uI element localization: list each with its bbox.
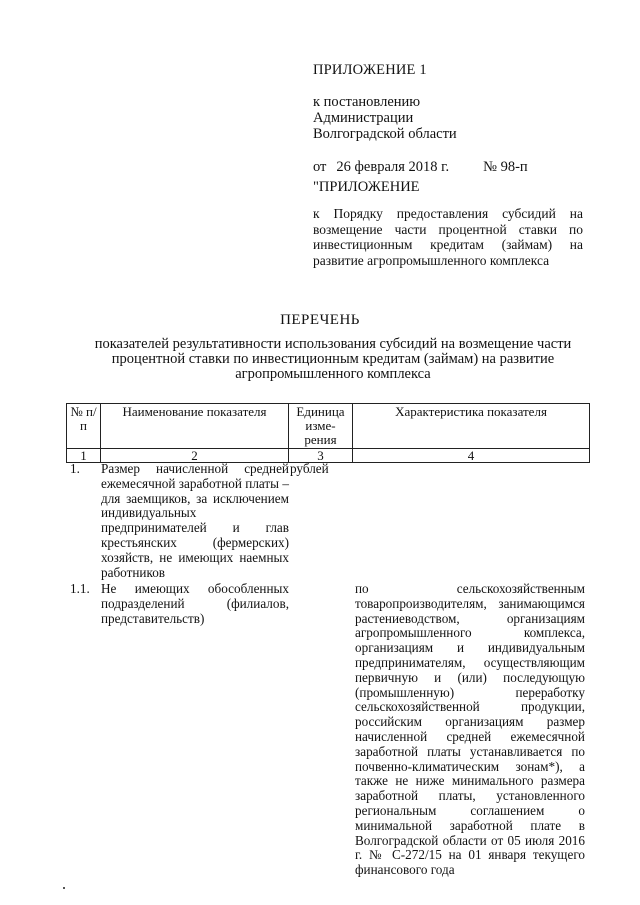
row-characteristic: по сельскохозяйственным товаропроизводителям, занимающимся растениеводством, организациям агропромышленного комплекса, организациям и индивидуальным предпринимателям, осуществляющим первичную и (или) последующую (промышленную) переработку сельскохозяйственной продукции, российским организациям размер начисленной средней ежемесячной заработной платы устанавливается по почвенно-климатическим зонам*), а также не ниже минимального размера заработной платы, установленного региональным соглашением о минимальной заработной плате в Волгоградской области от 05 июля 2016 г. № С-272/15 на 01 января текущего финансового года [355,581,585,878]
table-row [70,462,590,582]
appendix-1-block [313,62,583,175]
row-number: 1. [70,461,80,476]
date-prefix: от [313,159,327,175]
appendix-1-line: Волгоградской области [313,126,457,142]
appendix-2-title: "ПРИЛОЖЕНИЕ [313,179,420,195]
appendix-2-block [313,179,583,268]
column-index: 3 [289,449,353,463]
row-indicator-name: Не имеющих обособленных подразделений (филиалов, представительств) [101,581,289,626]
document-title: ПЕРЕЧЕНЬ [280,312,360,328]
header-cell-characteristic: Характеристика показателя [353,404,590,449]
appendix-2-body: к Порядку предоставления субсидий на возмещение части процентной ставки по инвестиционным кредитам (займам) на развитие агропромышленного комплекса [313,206,583,268]
table-row [70,581,590,878]
appendix-1-date-line [313,159,583,175]
column-index: 1 [67,449,101,463]
appendix-1-line: к постановлению [313,94,421,110]
header-cell-unit: Единица изме-рения [289,404,353,449]
document-subtitle: показателей результативности использования субсидий на возмещение части процентной ставки по инвестиционным кредитам (займам) на развитие агропромышленного комплекса [94,336,572,382]
column-index: 4 [353,449,590,463]
appendix-1-line: Администрации [313,110,414,126]
table-header-row [67,404,590,449]
indicators-table-body [70,461,590,878]
header-cell-name: Наименование показателя [101,404,289,449]
decree-number: № 98-п [483,159,528,175]
indicators-table-header [66,403,590,463]
row-indicator-name: Размер начисленной средней ежемесячной заработной платы – для заемщиков, за исключением индивидуальных предпринимателей и глав крестьянских (фермерских) хозяйств, не имеющих наемных работников [101,461,289,580]
appendix-1-title: ПРИЛОЖЕНИЕ 1 [313,62,427,78]
row-unit: рублей [290,461,329,476]
column-index: 2 [101,449,289,463]
decree-date: 26 февраля 2018 г. [336,159,450,175]
row-number: 1.1. [70,581,90,596]
scan-dot [63,887,65,889]
header-cell-number: № п/п [67,404,101,449]
